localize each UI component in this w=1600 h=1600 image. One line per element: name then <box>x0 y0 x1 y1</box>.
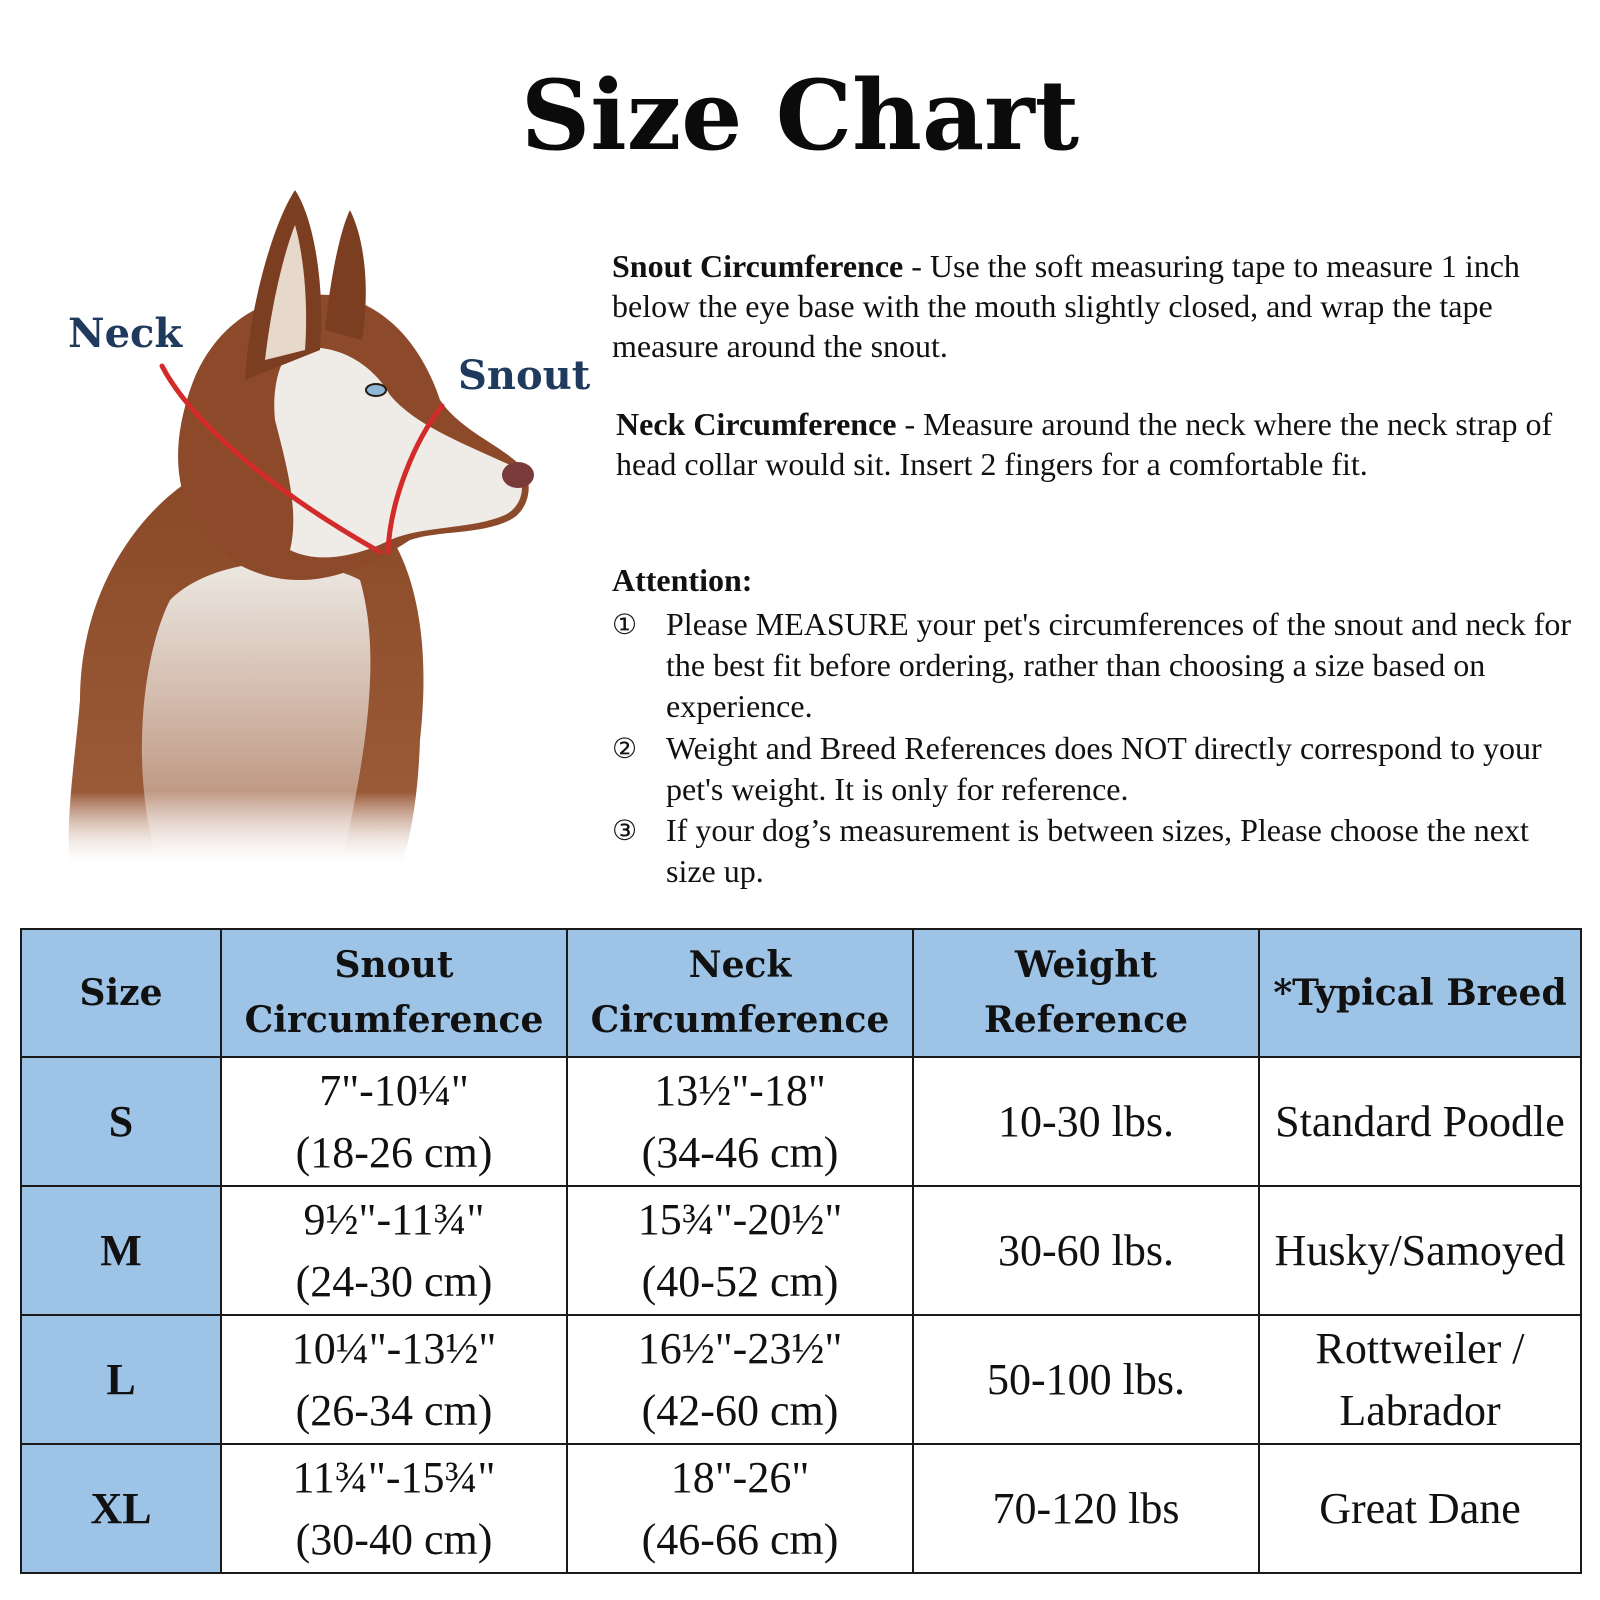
neck-cell: 13½"-18" (34-46 cm) <box>567 1057 913 1186</box>
header-weight: Weight Reference <box>913 929 1259 1057</box>
size-cell: XL <box>21 1444 221 1573</box>
attention-text: Please MEASURE your pet's circumferences of the snout and neck for the best fit before ordering, rather than choosing a size based on experience. <box>666 606 1572 724</box>
page-title: Size Chart <box>520 59 1080 172</box>
header-snout: Snout Circumference <box>221 929 567 1057</box>
attention-number: ③ <box>612 814 638 847</box>
snout-label: Snout <box>458 352 591 399</box>
dog-ear-right <box>325 210 366 340</box>
breed-cell: Husky/Samoyed <box>1259 1186 1581 1315</box>
header-breed: *Typical Breed <box>1259 929 1581 1057</box>
weight-cell: 50-100 lbs. <box>913 1315 1259 1444</box>
weight-cell: 10-30 lbs. <box>913 1057 1259 1186</box>
neck-cell: 15¾"-20½" (40-52 cm) <box>567 1186 913 1315</box>
size-table <box>20 928 1582 1574</box>
dog-eye <box>366 384 386 396</box>
neck-label: Neck <box>68 310 183 357</box>
attention-item <box>612 728 1572 810</box>
weight-cell: 70-120 lbs <box>913 1444 1259 1573</box>
snout-cell: 11¾"-15¾" (30-40 cm) <box>221 1444 567 1573</box>
snout-cell: 9½"-11¾" (24-30 cm) <box>221 1186 567 1315</box>
neck-instruction-separator: - <box>896 406 924 442</box>
snout-instruction-heading: Snout Circumference <box>612 248 904 284</box>
attention-text: If your dog’s measurement is between sizes, Please choose the next size up. <box>666 812 1529 889</box>
attention-text: Weight and Breed References does NOT directly correspond to your pet's weight. It is only for reference. <box>666 730 1542 807</box>
dog-nose <box>502 462 534 488</box>
breed-cell: Standard Poodle <box>1259 1057 1581 1186</box>
snout-cell: 10¼"-13½" (26-34 cm) <box>221 1315 567 1444</box>
attention-number: ② <box>612 732 638 765</box>
header-size: Size <box>21 929 221 1057</box>
dog-illustration <box>40 180 600 880</box>
attention-item <box>612 810 1572 892</box>
table-row <box>21 1315 1581 1444</box>
size-cell: M <box>21 1186 221 1315</box>
neck-instruction <box>616 404 1576 484</box>
table-header-row <box>21 929 1581 1057</box>
snout-instruction-separator: - <box>903 248 930 284</box>
breed-cell: Great Dane <box>1259 1444 1581 1573</box>
attention-item <box>612 604 1572 727</box>
size-cell: S <box>21 1057 221 1186</box>
table-row <box>21 1186 1581 1315</box>
snout-instruction <box>612 246 1572 366</box>
snout-cell: 7"-10¼" (18-26 cm) <box>221 1057 567 1186</box>
neck-instruction-text: Measure around the neck where the neck strap of head collar would sit. Insert 2 fingers for a comfortable fit. <box>616 406 1553 482</box>
weight-cell: 30-60 lbs. <box>913 1186 1259 1315</box>
neck-cell: 16½"-23½" (42-60 cm) <box>567 1315 913 1444</box>
dog-chest <box>142 563 371 870</box>
breed-cell: Rottweiler / Labrador <box>1259 1315 1581 1444</box>
neck-cell: 18"-26" (46-66 cm) <box>567 1444 913 1573</box>
size-cell: L <box>21 1315 221 1444</box>
attention-title: Attention: <box>612 562 753 598</box>
table-row <box>21 1444 1581 1573</box>
attention-number: ① <box>612 608 638 641</box>
snout-instruction-text: Use the soft measuring tape to measure 1 inch below the eye base with the mouth slightly closed, and wrap the tape measure around the snout. <box>612 248 1520 364</box>
neck-instruction-heading: Neck Circumference <box>616 406 897 442</box>
header-neck: Neck Circumference <box>567 929 913 1057</box>
table-row <box>21 1057 1581 1186</box>
